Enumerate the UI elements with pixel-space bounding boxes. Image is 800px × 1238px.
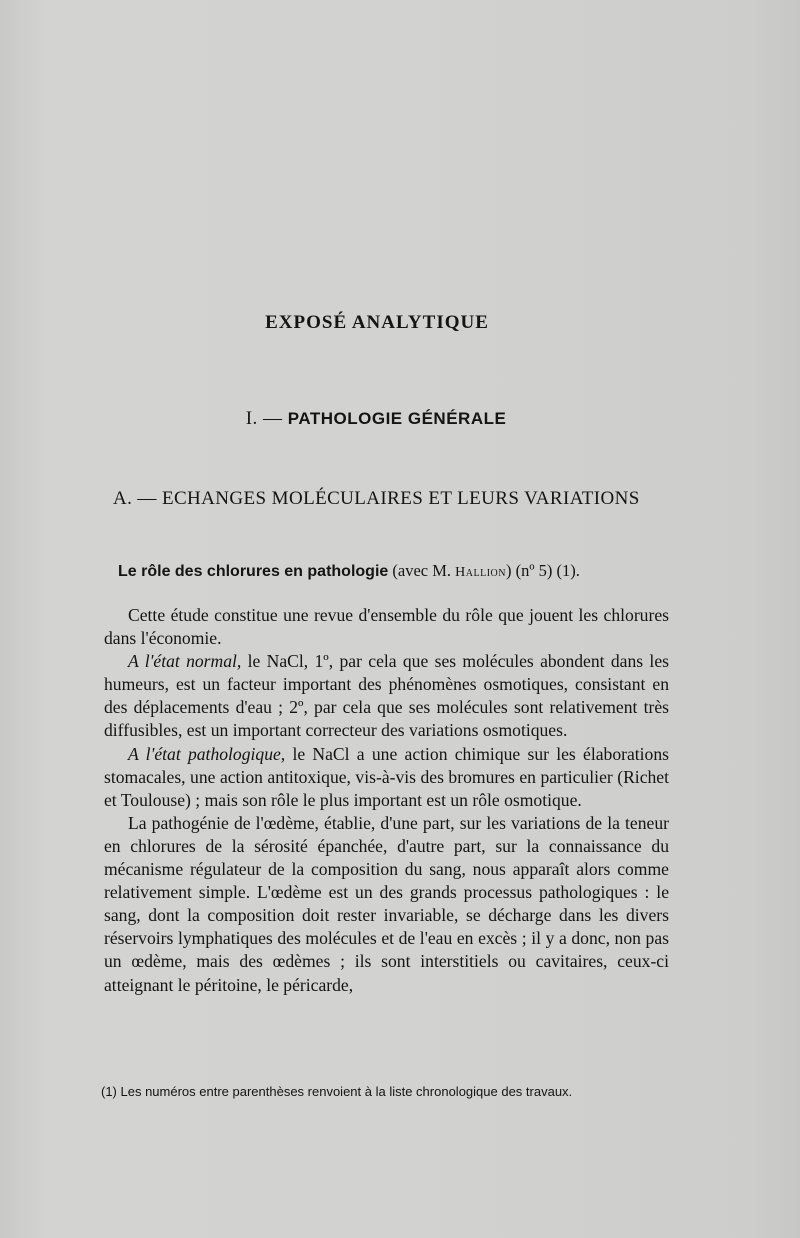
section-title — [0, 408, 752, 430]
entry-reference: ) (nº 5) (1). — [506, 561, 580, 580]
entry-heading — [118, 561, 678, 581]
paragraph-2-text: le NaCl, 1º, par cela que ses molécules abondent dans les humeurs, est un facteur important des phénomènes osmotiques, consistant en des déplacements d'eau ; 2º, par cela que ses molécules sont relativement très diffusibles, est un important correcteur des variations osmotiques. — [104, 651, 669, 741]
paragraph-4: La pathogénie de l'œdème, établie, d'une part, sur les variations de la teneur en chlorures de la sérosité épanchée, d'autre part, sur la connaissance du mécanisme régulateur de la composition du sang, nous apparaît alors comme relativement simple. L'œdème est un des grands processus pathologiques : le sang, dont la composition doit rester invariable, se décharge dans les divers réservoirs lymphatiques des molécules et de l'eau en excès ; il y a donc, non pas un œdème, mais des œdèmes ; ils sont interstitiels ou cavitaires, ceux-ci atteignant le péritoine, le péricarde, — [104, 812, 669, 995]
section-number: I. — — [245, 408, 283, 429]
main-title: EXPOSÉ ANALYTIQUE — [265, 312, 489, 333]
paragraph-3-text: le NaCl a une action chimique sur les élaborations stomacales, une action antitoxique, vis-à-vis des bromures en particulier (Richet et Toulouse) ; mais son rôle le plus important est un rôle osmotique. — [104, 743, 669, 810]
paragraph-1: Cette étude constitue une revue d'ensemble du rôle que jouent les chlorures dans l'économie. — [104, 605, 669, 649]
entry-coauthor: Hallion — [455, 565, 506, 580]
body-text — [104, 604, 669, 997]
paragraph-3-lead: A l'état pathologique, — [128, 743, 286, 764]
section-name: PATHOLOGIE GÉNÉRALE — [287, 409, 507, 428]
entry-title: Le rôle des chlorures en pathologie — [118, 563, 389, 580]
entry-coauthor-prefix: (avec M. — [392, 561, 452, 580]
footnote: (1) Les numéros entre parenthèses renvoient à la liste chronologique des travaux. — [101, 1084, 573, 1099]
paragraph-2 — [104, 650, 669, 742]
paragraph-3 — [104, 743, 669, 812]
paragraph-2-lead: A l'état normal, — [128, 651, 242, 672]
subsection-title: A. — ECHANGES MOLÉCULAIRES ET LEURS VARIATIONS — [113, 488, 640, 509]
